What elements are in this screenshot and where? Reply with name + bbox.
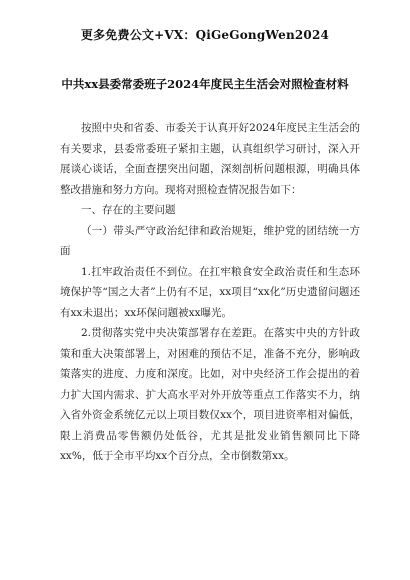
- item-paragraph-1: 1.扛牢政治责任不到位。在扛牢粮食安全政治责任和生态环境保护等“国之大者”上仍有不足，xx项目“xx化”历史遗留问题还有xx未退出；xx环保问题被xx曝光。: [60, 265, 360, 319]
- document-body: [60, 118, 360, 467]
- item-paragraph-2: 2.贯彻落实党中央决策部署存在差距。在落实中央的方针政策和重大决策部署上，对困难的预估不足，准备不充分，影响政策落实的进度、力度和深度。比如，对中央经济工作会提出的着力扩大国内需求、扩大高水平对外开放等重点工作落实不力，纳入省外资金系统亿元以上项目数仅xx个，项目进资率相对偏低，限上消费品零售额仍处低谷，尤其是批发业销售额同比下降xx%，低于全市平均xx个百分点，全市倒数第xx。: [60, 327, 360, 462]
- intro-paragraph: 按照中央和省委、市委关于认真开好2024年度民主生活会的有关要求，县委常委班子紧扣主题，认真组织学习研讨，深入开展谈心谈话，全面查摆突出问题，深刻剖析问题根源，明确具体整改措施和努力方向。现将对照检查情况报告如下：: [60, 122, 360, 196]
- document-title: 中共xx县委常委班子2024年度民主生活会对照检查材料: [61, 77, 349, 91]
- subsection-heading: （一）带头严守政治纪律和政治规矩，维护党的团结统一方面: [60, 224, 360, 257]
- promo-header: 更多免费公文+VX：QiGeGongWen2024: [80, 28, 330, 42]
- section-heading: 一、存在的主要问题: [81, 204, 176, 216]
